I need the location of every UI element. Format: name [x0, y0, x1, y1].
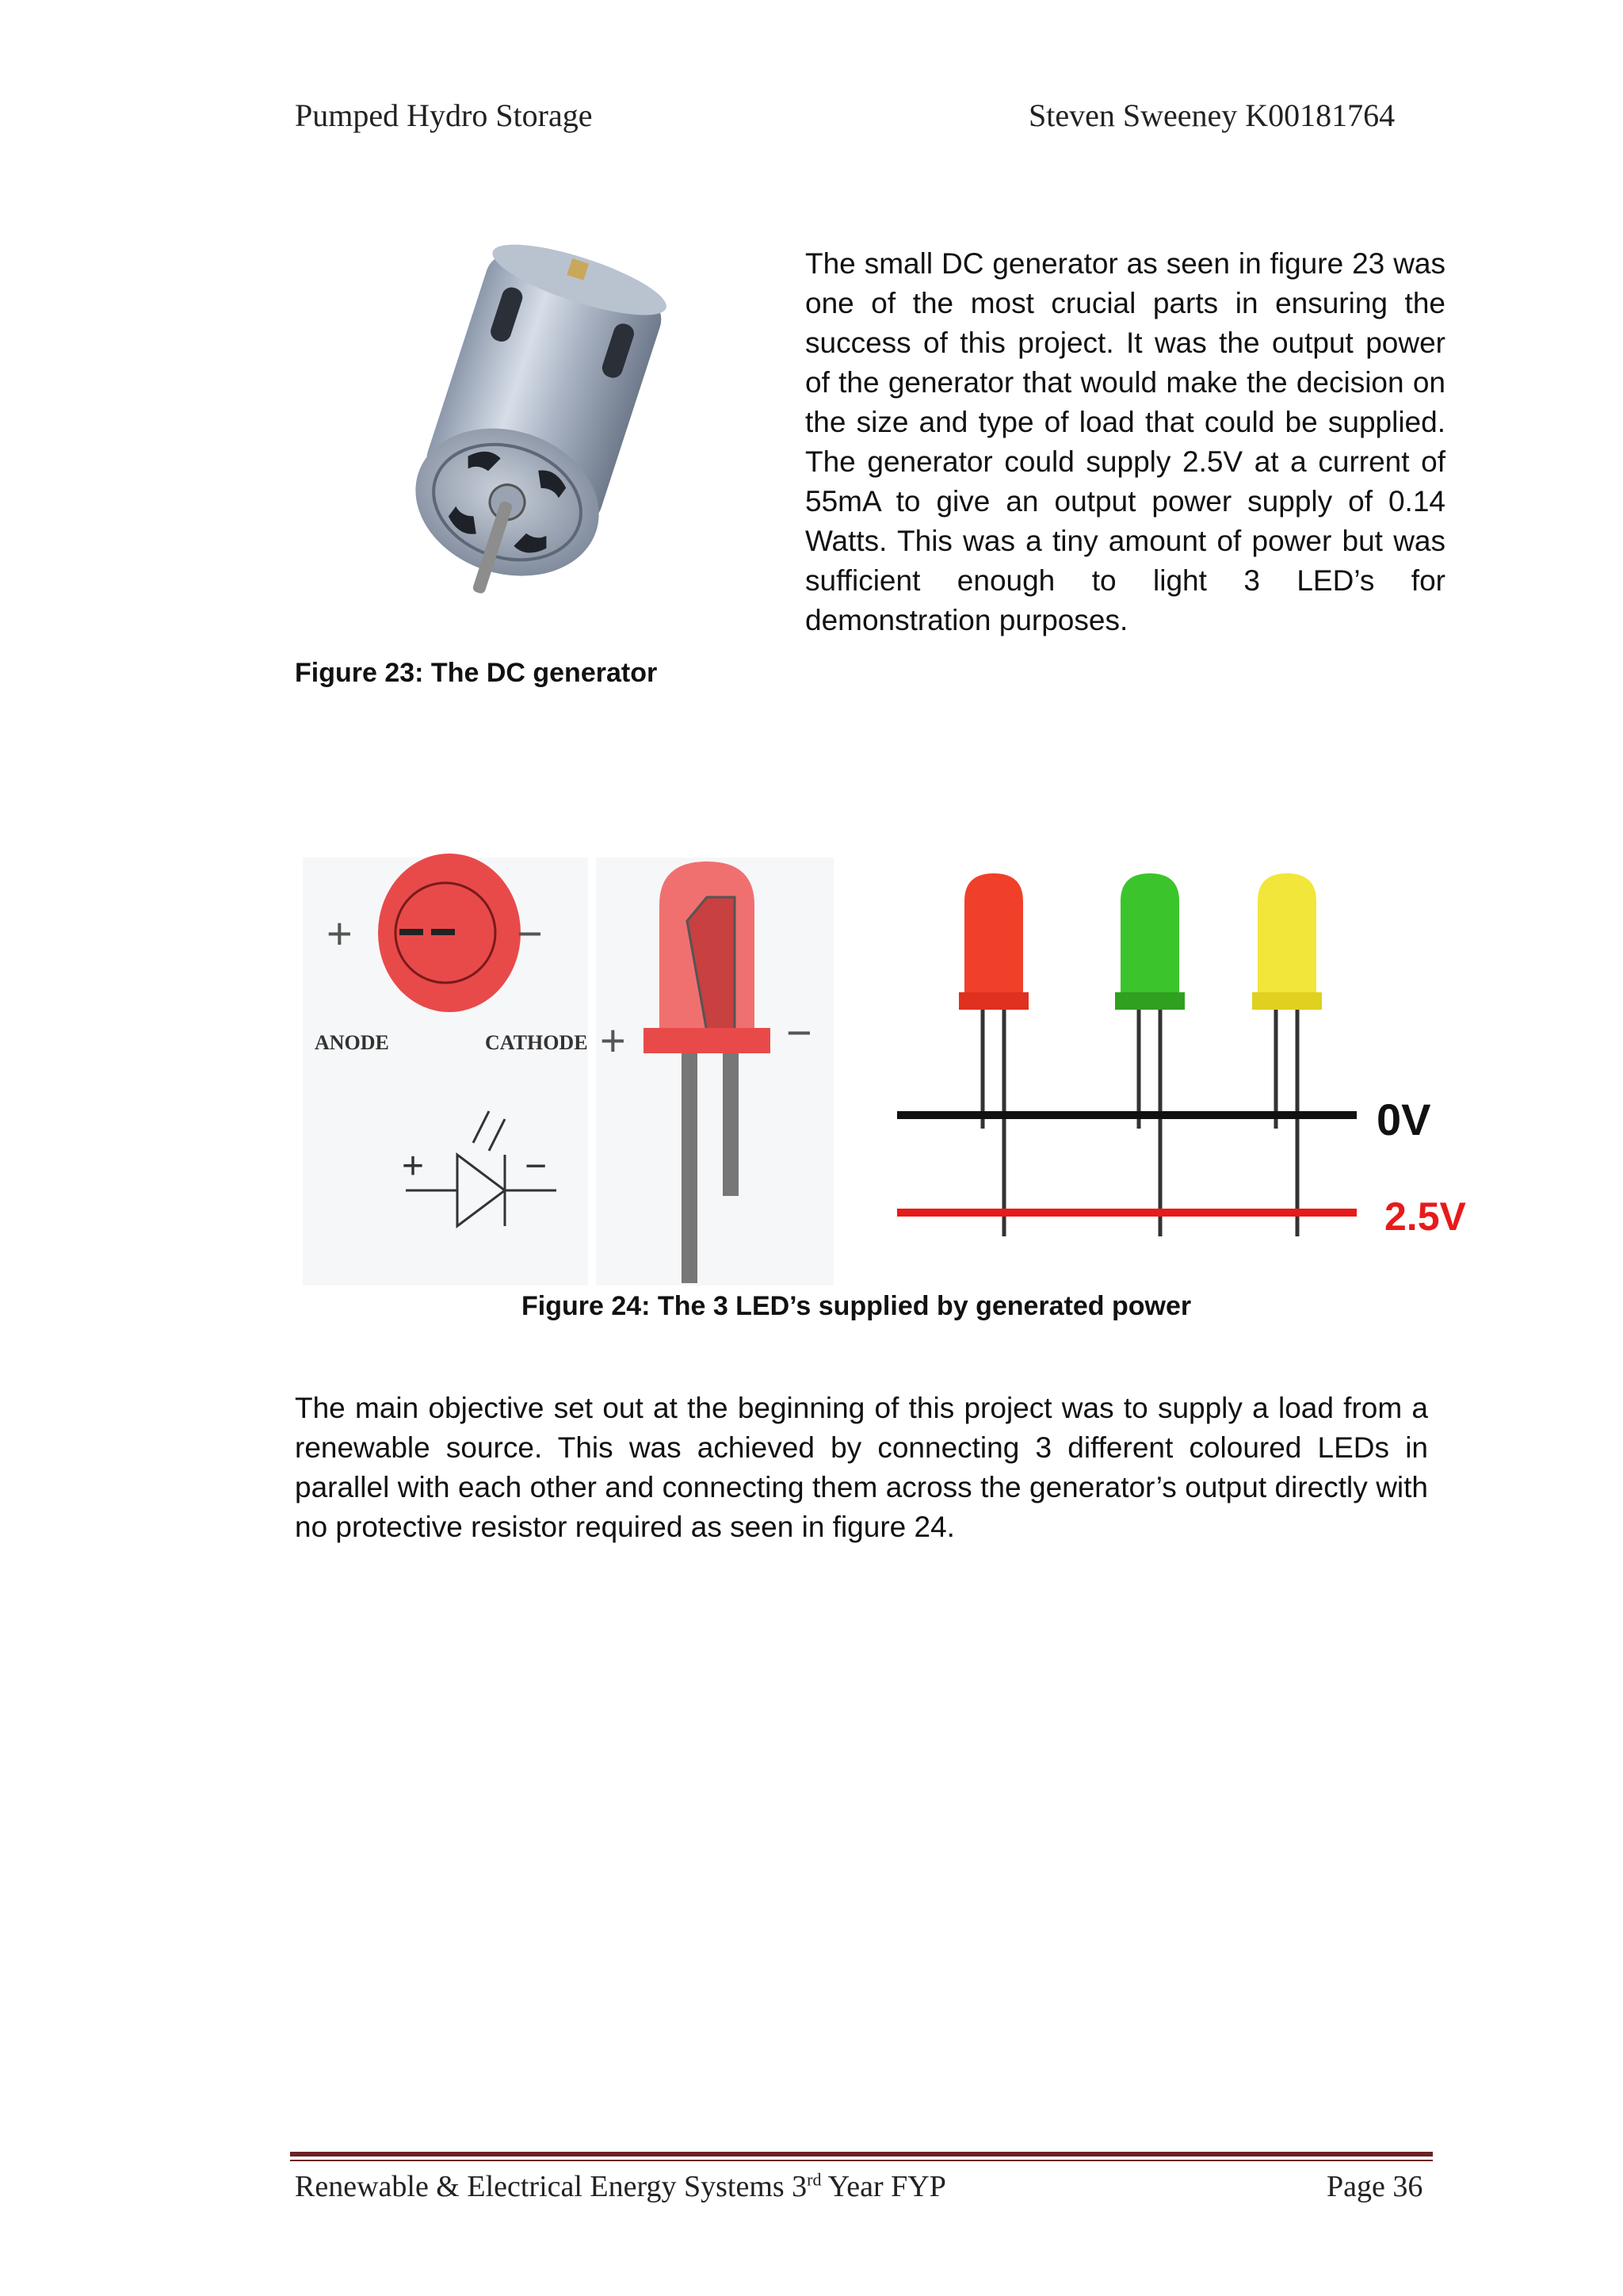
led-plus-sign: + — [600, 1015, 626, 1065]
cathode-label: CATHODE — [485, 1031, 588, 1054]
led-minus-sign: − — [786, 1007, 812, 1057]
page-header-title: Pumped Hydro Storage — [295, 97, 593, 133]
footer-page-number: Page 36 — [1327, 2170, 1423, 2203]
dc-generator-image — [317, 235, 729, 647]
figure-23-caption: Figure 23: The DC generator — [295, 658, 658, 688]
footer-course: Renewable & Electrical Energy Systems 3rd Year FYP — [295, 2169, 946, 2203]
paragraph-generator: The small DC generator as seen in figure 23 was one of the most crucial parts in ensuring the success of this project. It was the output power of the generator that would make the decision on the size and type of load that could be supplied. The generator could supply 2.5V at a current of 55mA to give an output power supply of 0.14 Watts. This was a tiny amount of power but was sufficient enough to light 3 LED’s for demonstration purposes. — [805, 247, 1445, 636]
diode-plus-sign: + — [402, 1145, 425, 1187]
footer-rule-thin — [290, 2160, 1433, 2161]
supply-voltage-label: 2.5V — [1384, 1194, 1466, 1239]
ground-voltage-label: 0V — [1377, 1095, 1431, 1144]
footer-rule-thick — [290, 2152, 1433, 2157]
anode-plus-sign: + — [327, 908, 353, 958]
red-led — [959, 873, 1029, 1236]
diode-minus-sign: − — [525, 1145, 548, 1187]
cathode-minus-sign: − — [517, 908, 543, 958]
anode-label: ANODE — [315, 1031, 389, 1054]
led-circuit-diagram — [295, 842, 1484, 1292]
green-led — [1115, 873, 1185, 1236]
page-header-author: Steven Sweeney K00181764 — [1029, 97, 1396, 133]
figure-24-caption: Figure 24: The 3 LED’s supplied by generated power — [521, 1291, 1192, 1321]
yellow-led — [1252, 873, 1322, 1236]
paragraph-objective: The main objective set out at the beginning of this project was to supply a load from a renewable source. This was achieved by connecting 3 different coloured LEDs in parallel with each other and connecting them across the generator’s output directly with no protective resistor required as seen in figure 24. — [295, 1392, 1428, 1543]
